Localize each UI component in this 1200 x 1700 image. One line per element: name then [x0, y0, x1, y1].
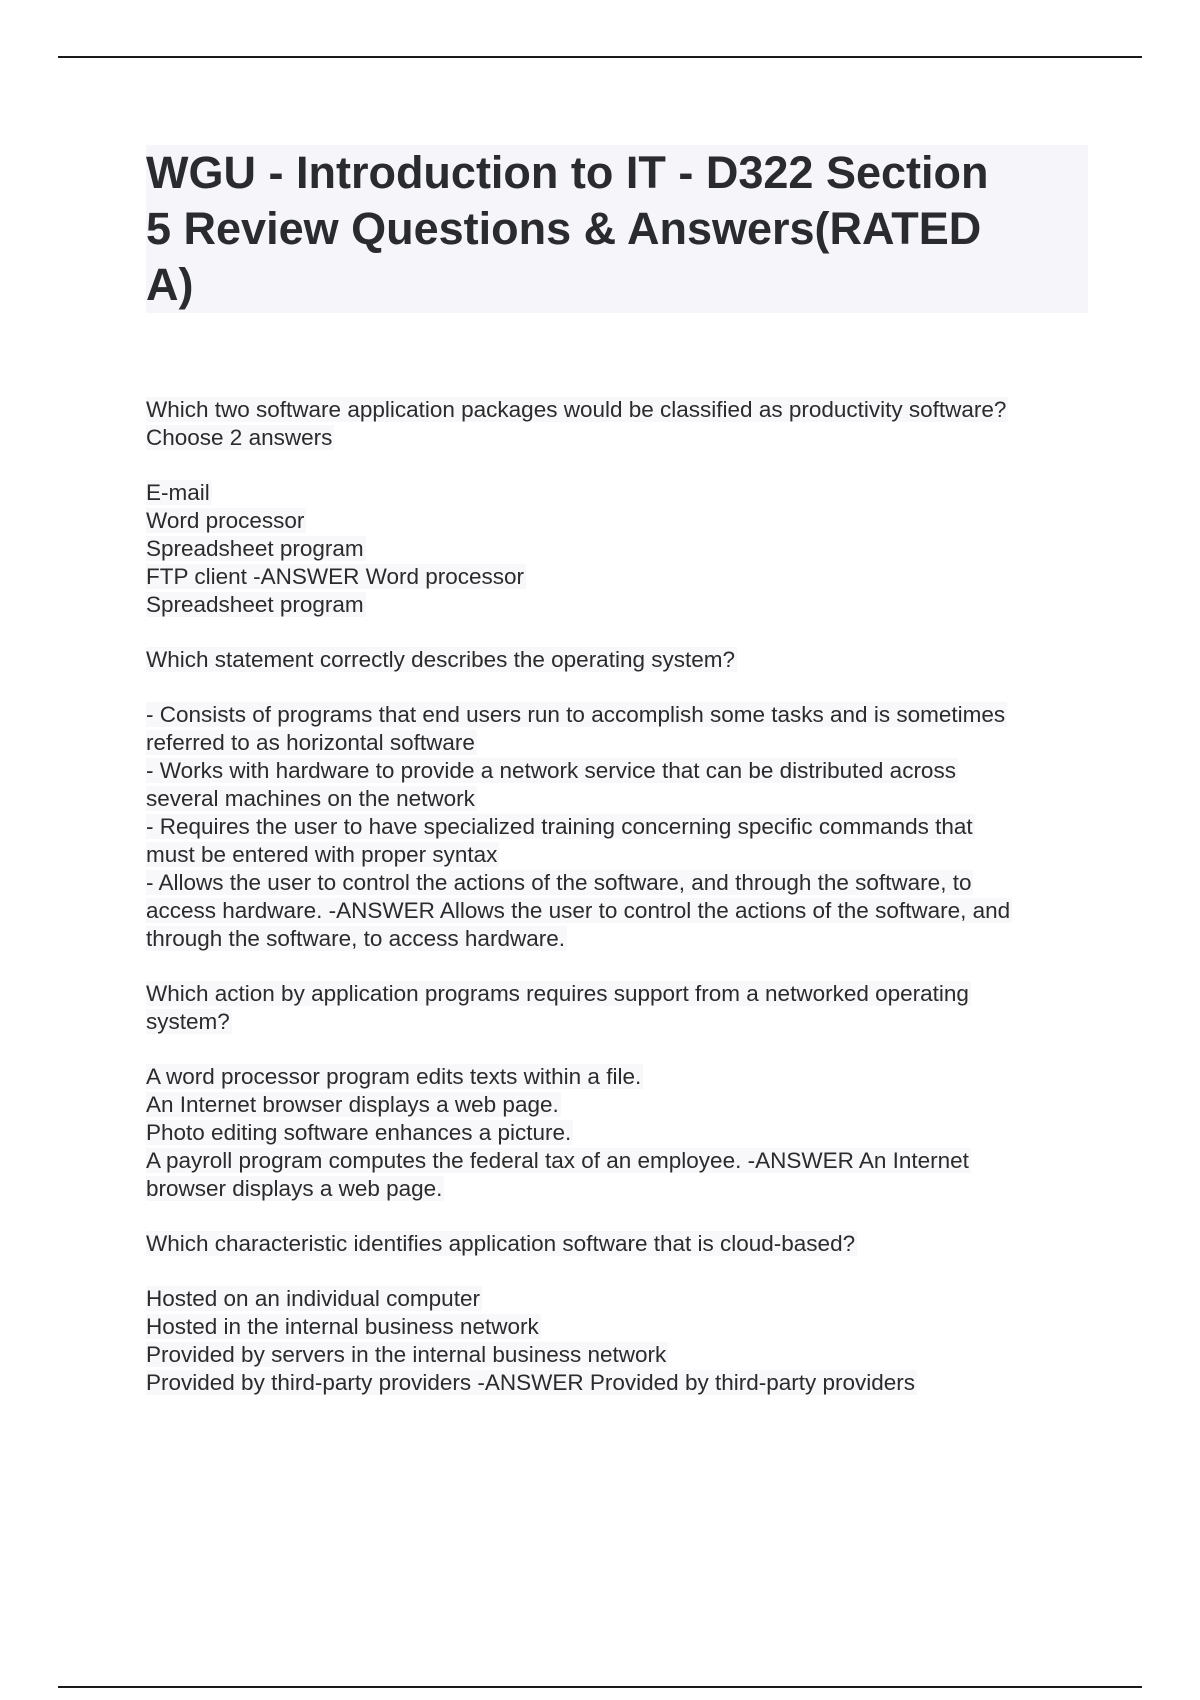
option-text: Hosted in the internal business network	[146, 1314, 539, 1339]
footer-rule	[58, 1686, 1142, 1688]
question-text: Which action by application programs requires support from a networked operating	[146, 981, 969, 1006]
answer-text: access hardware. -ANSWER Allows the user to control the actions of the software, and	[146, 898, 1011, 923]
qa-content	[146, 396, 1096, 1424]
option-text: A word processor program edits texts within a file.	[146, 1064, 642, 1089]
answer-text: through the software, to access hardware.	[146, 926, 565, 951]
qa-item-3	[146, 980, 1096, 1203]
answer-text: Spreadsheet program	[146, 592, 364, 617]
answer-text: browser displays a web page.	[146, 1176, 443, 1201]
answer-text: Provided by third-party providers -ANSWER Provided by third-party providers	[146, 1370, 916, 1395]
question-text: Which statement correctly describes the operating system?	[146, 647, 735, 672]
option-text: must be entered with proper syntax	[146, 842, 498, 867]
option-text: - Consists of programs that end users run to accomplish some tasks and is sometimes	[146, 702, 1006, 727]
question-text: Which two software application packages would be classified as productivity software?	[146, 397, 1007, 422]
option-text: - Works with hardware to provide a network service that can be distributed across	[146, 758, 956, 783]
qa-item-1	[146, 396, 1096, 619]
option-text: - Allows the user to control the actions of the software, and through the software, to	[146, 870, 972, 895]
title-block	[146, 145, 1088, 313]
title-line: WGU - Introduction to IT - D322 Section	[146, 147, 989, 198]
option-text: An Internet browser displays a web page.	[146, 1092, 559, 1117]
qa-item-2	[146, 646, 1096, 953]
option-text: Hosted on an individual computer	[146, 1286, 480, 1311]
qa-item-4	[146, 1230, 1096, 1397]
option-text: Word processor	[146, 508, 305, 533]
question-text: system?	[146, 1009, 230, 1034]
header-rule	[58, 56, 1142, 58]
question-text: Which characteristic identifies application software that is cloud-based?	[146, 1231, 856, 1256]
option-text: Spreadsheet program	[146, 536, 364, 561]
question-text: Choose 2 answers	[146, 425, 333, 450]
answer-text: FTP client -ANSWER Word processor	[146, 564, 525, 589]
document-title	[146, 145, 1088, 313]
option-text: E-mail	[146, 480, 210, 505]
option-text: Provided by servers in the internal business network	[146, 1342, 667, 1367]
title-line: A)	[146, 259, 194, 310]
option-text: - Requires the user to have specialized training concerning specific commands that	[146, 814, 973, 839]
answer-text: A payroll program computes the federal tax of an employee. -ANSWER An Internet	[146, 1148, 969, 1173]
option-text: several machines on the network	[146, 786, 475, 811]
option-text: referred to as horizontal software	[146, 730, 475, 755]
title-line: 5 Review Questions & Answers(RATED	[146, 203, 982, 254]
option-text: Photo editing software enhances a picture.	[146, 1120, 572, 1145]
